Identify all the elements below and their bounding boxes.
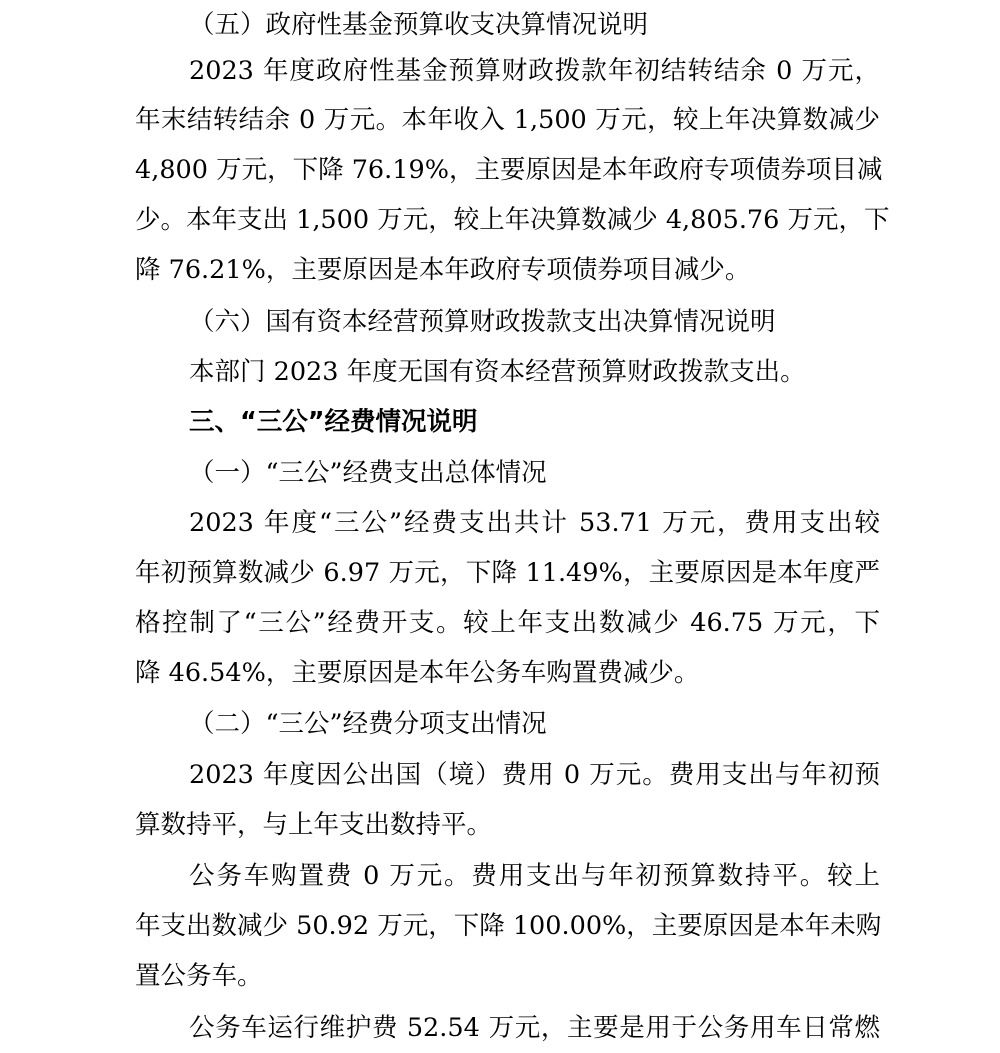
paragraph-line: 公务车运行维护费 52.54 万元，主要是用于公务用车日常燃: [189, 1013, 880, 1043]
paragraph-line: 4,800 万元，下降 76.19%，主要原因是本年政府专项债券项目减: [135, 155, 883, 185]
chapter-heading-3: 三、“三公”经费情况说明: [189, 407, 478, 437]
paragraph-line: 置公务车。: [135, 961, 263, 991]
paragraph-line: 2023 年度政府性基金预算财政拨款年初结转结余 0 万元，: [189, 56, 880, 86]
paragraph-line: 公务车购置费 0 万元。费用支出与年初预算数持平。较上: [189, 861, 880, 891]
paragraph-line: 少。本年支出 1,500 万元，较上年决算数减少 4,805.76 万元，下: [135, 205, 890, 235]
paragraph-line: 降 46.54%，主要原因是本年公务车购置费减少。: [135, 658, 700, 688]
paragraph-line: 2023 年度“三公”经费支出共计 53.71 万元，费用支出较: [189, 508, 880, 538]
section-heading-5: （五）政府性基金预算收支决算情况说明: [189, 10, 649, 40]
paragraph-line: 格控制了“三公”经费开支。较上年支出数减少 46.75 万元，下: [135, 608, 880, 638]
paragraph-line: 本部门 2023 年度无国有资本经营预算财政拨款支出。: [189, 357, 806, 387]
paragraph-line: 年初预算数减少 6.97 万元，下降 11.49%，主要原因是本年度严: [135, 558, 880, 588]
section-heading-2: （二）“三公”经费分项支出情况: [189, 709, 547, 739]
paragraph-line: 算数持平，与上年支出数持平。: [135, 810, 493, 840]
paragraph-line: 年支出数减少 50.92 万元，下降 100.00%，主要原因是本年未购: [135, 911, 882, 941]
section-heading-6: （六）国有资本经营预算财政拨款支出决算情况说明: [189, 307, 776, 337]
paragraph-line: 降 76.21%，主要原因是本年政府专项债券项目减少。: [135, 255, 751, 285]
paragraph-line: 2023 年度因公出国（境）费用 0 万元。费用支出与年初预: [189, 760, 880, 790]
paragraph-line: 年末结转结余 0 万元。本年收入 1,500 万元，较上年决算数减少: [135, 105, 880, 135]
section-heading-1: （一）“三公”经费支出总体情况: [189, 458, 547, 488]
